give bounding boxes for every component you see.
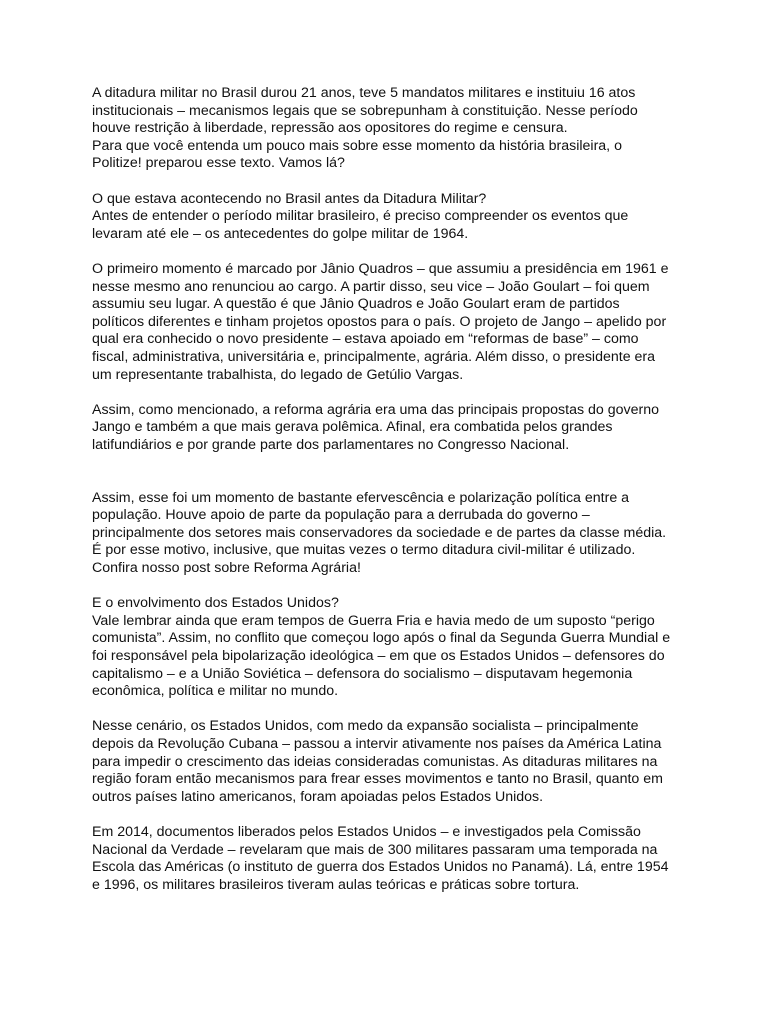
section-estados-unidos bbox=[92, 595, 682, 701]
text-line: houve restrição à liberdade, repressão aos opositores do regime e censura. bbox=[92, 120, 568, 137]
text-line: Antes de entender o período militar brasileiro, é preciso compreender os eventos que bbox=[92, 208, 629, 225]
section-antecedentes bbox=[92, 191, 682, 244]
text-line: políticos diferentes e tinham projetos opostos para o país. O projeto de Jango – apelido por bbox=[92, 313, 667, 330]
text-line: um representante trabalhista, do legado de Getúlio Vargas. bbox=[92, 366, 464, 383]
text-line: institucionais – mecanismos legais que se sobrepunham à constituição. Nesse período bbox=[92, 102, 638, 119]
text-line: principalmente dos setores mais conservadores da sociedade e de partes da classe média. bbox=[92, 524, 667, 541]
text-line: econômica, política e militar no mundo. bbox=[92, 683, 339, 700]
paragraph-spacer bbox=[92, 384, 682, 402]
text-line: Nacional da Verdade – revelaram que mais de 300 militares passaram uma temporada na bbox=[92, 841, 658, 858]
text-line: Assim, como mencionado, a reforma agrária era uma das principais propostas do governo bbox=[92, 401, 659, 418]
text-line: Jango e também a que mais gerava polêmica. Afinal, era combatida pelos grandes bbox=[92, 419, 613, 436]
text-line: O primeiro momento é marcado por Jânio Quadros – que assumiu a presidência em 1961 e bbox=[92, 260, 669, 277]
text-line: É por esse motivo, inclusive, que muitas vezes o termo ditadura civil-militar é utilizado. bbox=[92, 542, 636, 559]
text-line: capitalismo – e a União Soviética – defensora do socialismo – disputavam hegemonia bbox=[92, 665, 633, 682]
paragraph-spacer bbox=[92, 173, 682, 191]
paragraph-reforma-agraria bbox=[92, 402, 682, 455]
text-line: Assim, esse foi um momento de bastante efervescência e polarização política entre a bbox=[92, 489, 630, 506]
paragraph-spacer bbox=[92, 454, 682, 489]
text-line: Escola das Américas (o instituto de guerra dos Estados Unidos no Panamá). Lá, entre 1954 bbox=[92, 859, 669, 876]
text-line: nesse mesmo ano renunciou ao cargo. A partir disso, seu vice – João Goulart – foi quem bbox=[92, 278, 650, 295]
text-line: qual era conhecido o novo presidente – estava apoiado em “reformas de base” – como bbox=[92, 331, 639, 348]
paragraph-expansao-socialista bbox=[92, 718, 682, 806]
paragraph-spacer bbox=[92, 701, 682, 719]
text-line: depois da Revolução Cubana – passou a intervir ativamente nos países da América Latina bbox=[92, 735, 662, 752]
text-line: fiscal, administrativa, universitária e, principalmente, agrária. Além disso, o presidente era bbox=[92, 348, 656, 365]
paragraph-spacer bbox=[92, 806, 682, 824]
text-line: Confira nosso post sobre Reforma Agrária! bbox=[92, 560, 361, 577]
text-line: para impedir o crescimento das ideias consideradas comunistas. As ditaduras militares na bbox=[92, 753, 658, 770]
text-line: Nesse cenário, os Estados Unidos, com medo da expansão socialista – principalmente bbox=[92, 718, 639, 735]
paragraph-polarizacao bbox=[92, 490, 682, 578]
paragraph-spacer bbox=[92, 578, 682, 596]
section-heading: E o envolvimento dos Estados Unidos? bbox=[92, 595, 339, 612]
paragraph-janio-jango bbox=[92, 261, 682, 384]
text-line: Politize! preparou esse texto. Vamos lá? bbox=[92, 155, 345, 172]
intro-paragraph bbox=[92, 85, 682, 173]
text-line: Para que você entenda um pouco mais sobre esse momento da história brasileira, o bbox=[92, 137, 622, 154]
paragraph-comissao-verdade bbox=[92, 824, 682, 894]
section-heading: O que estava acontecendo no Brasil antes da Ditadura Militar? bbox=[92, 190, 487, 207]
text-line: comunista”. Assim, no conflito que começou logo após o final da Segunda Guerra Mundial e bbox=[92, 630, 671, 647]
document-page bbox=[92, 85, 682, 894]
text-line: população. Houve apoio de parte da população para a derrubada do governo – bbox=[92, 507, 590, 524]
text-line: latifundiários e por grande parte dos parlamentares no Congresso Nacional. bbox=[92, 436, 570, 453]
text-line: foi responsável pela bipolarização ideológica – em que os Estados Unidos – defensores do bbox=[92, 648, 665, 664]
text-line: e 1996, os militares brasileiros tiveram aulas teóricas e práticas sobre tortura. bbox=[92, 876, 580, 893]
text-line: A ditadura militar no Brasil durou 21 anos, teve 5 mandatos militares e instituiu 16 atos bbox=[92, 85, 636, 101]
text-line: Em 2014, documentos liberados pelos Estados Unidos – e investigados pela Comissão bbox=[92, 823, 641, 840]
text-line: assumiu seu lugar. A questão é que Jânio Quadros e João Goulart eram de partidos bbox=[92, 296, 620, 313]
text-line: Vale lembrar ainda que eram tempos de Guerra Fria e havia medo de um suposto “perigo bbox=[92, 612, 655, 629]
text-line: levaram até ele – os antecedentes do golpe militar de 1964. bbox=[92, 225, 469, 242]
text-line: região foram então mecanismos para frear esses movimentos e tanto no Brasil, quanto em bbox=[92, 771, 663, 788]
paragraph-spacer bbox=[92, 243, 682, 261]
text-line: outros países latino americanos, foram apoiadas pelos Estados Unidos. bbox=[92, 788, 544, 805]
